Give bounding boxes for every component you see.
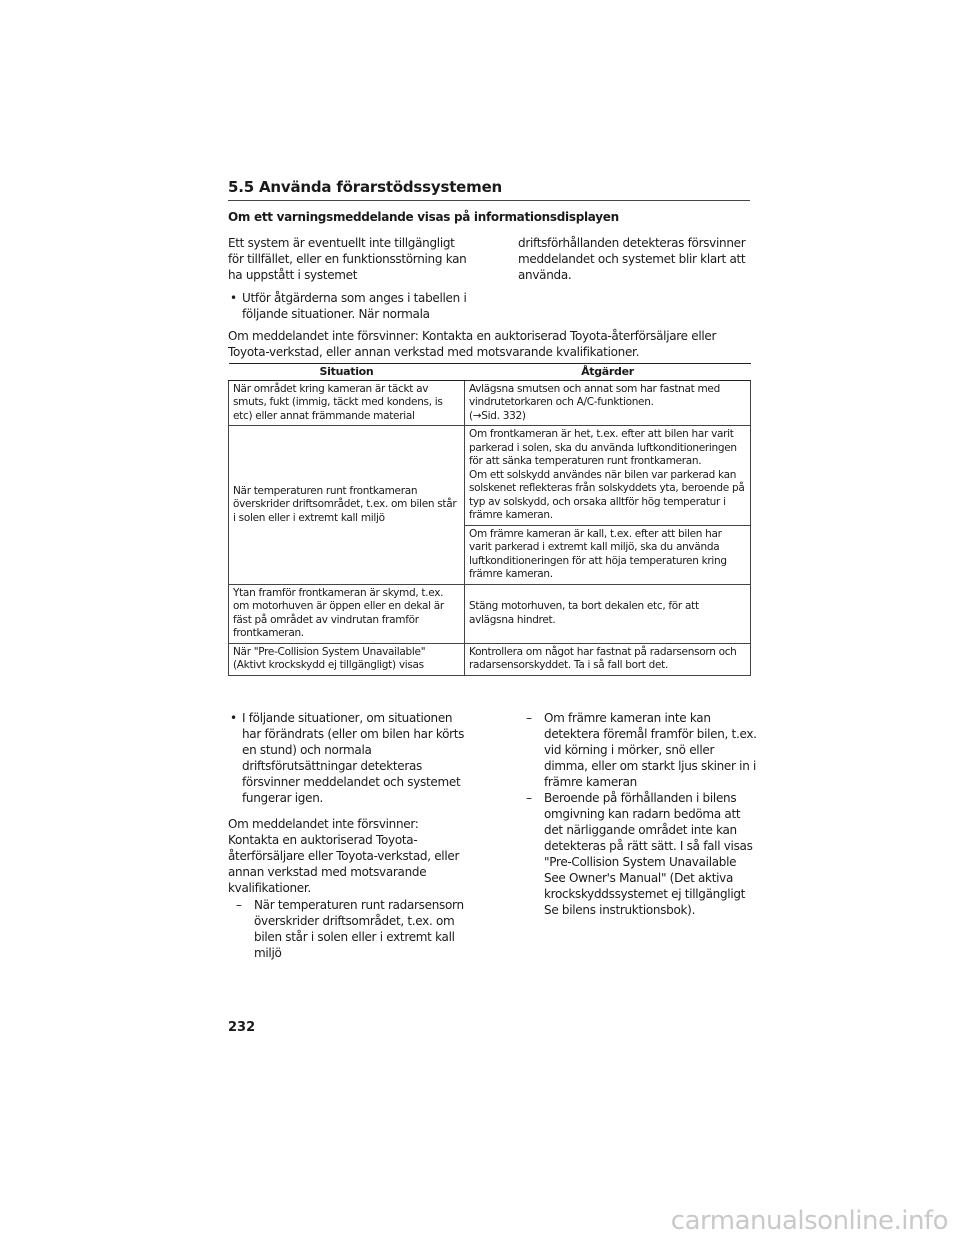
action-cell: Om främre kameran är kall, t.ex. efter att bilen har varit parkerad i extremt kall miljö, ska du använda luftkonditioneringen för att höja temperaturen kring främre kameran. — [465, 525, 751, 584]
header-situation: Situation — [229, 364, 465, 381]
page-number: 232 — [228, 1020, 256, 1035]
subheading: Om ett varningsmeddelande visas på informationsdisplayen — [228, 210, 619, 224]
action-text: Avlägsna smutsen och annat som har fastnat med vindrutetorkaren och A/C-funktionen. — [469, 382, 720, 408]
page-reference: (→Sid. 332) — [469, 409, 526, 422]
intro-right-column — [518, 235, 750, 290]
situation-cell: Ytan framför frontkameran är skymd, t.ex. om motorhuven är öppen eller en dekal är fäst på området av vindrutan framför frontkameran. — [229, 584, 465, 643]
lower-bullet: • I följande situationer, om situationen har förändrats (eller om bilen har körts en stund) och normala driftsförutsättningar detekteras försvinner meddelandet och systemet fungerar igen. — [228, 710, 468, 806]
intro-right-paragraph: driftsförhållanden detekteras försvinner meddelandet och systemet blir klart att använda. — [518, 236, 746, 282]
situation-cell: När "Pre-Collision System Unavailable" (Aktivt krockskydd ej tillgängligt) visas — [229, 643, 465, 675]
intro-left-column — [228, 235, 468, 329]
situation-cell: När temperaturen runt frontkameran överskrider driftsområdet, t.ex. om bilen står i solen eller i extremt kall miljö — [229, 426, 465, 585]
table-row — [229, 380, 751, 426]
lower-dash-item: – Om främre kameran inte kan detektera föremål framför bilen, t.ex. vid körning i mörker, snö eller dimma, eller om starkt ljus skiner in i främre kameran — [518, 710, 758, 790]
lower-dash-item: – Beroende på förhållanden i bilens omgivning kan radarn bedöma att det närliggande området inte kan detekteras på rätt sätt. I så fall visas "Pre-Collision System Unavailable See Owner's Manual" (Det aktiva krockskyddssystemet ej tillgängligt Se bilens instruktionsbok). — [518, 790, 758, 918]
lower-dash-item: – När temperaturen runt radarsensorn överskrider driftsområdet, t.ex. om bilen står i solen eller i extremt kall miljö — [228, 897, 468, 961]
contact-paragraph: Om meddelandet inte försvinner: Kontakta en auktoriserad Toyota-återförsäljare eller Toyota-verkstad, eller annan verkstad med motsvarande kvalifikationer. — [228, 329, 717, 359]
table-row — [229, 643, 751, 675]
lower-right-column — [518, 710, 758, 925]
action-cell: Stäng motorhuven, ta bort dekalen etc, för att avlägsna hindret. — [465, 584, 751, 643]
action-cell: Kontrollera om något har fastnat på radarsensorn och radarsensorskyddet. Ta i så fall bort det. — [465, 643, 751, 675]
intro-left-paragraph: Ett system är eventuellt inte tillgängligt för tillfället, eller en funktionsstörning kan ha uppstått i systemet — [228, 236, 467, 282]
section-header: 5.5 Använda förarstödssystemen — [228, 178, 750, 201]
situation-cell: När området kring kameran är täckt av smuts, fukt (immig, täckt med kondens, is etc) eller annat främmande material — [229, 380, 465, 426]
lower-contact-paragraph: Om meddelandet inte försvinner: Kontakta en auktoriserad Toyota-återförsäljare eller Toyota-verkstad, eller annan verkstad med motsvarande kvalifikationer. — [228, 817, 460, 895]
watermark: carmanualsonline.info — [670, 1206, 948, 1236]
table-header-row — [229, 364, 751, 381]
action-text: Om ett solskydd användes när bilen var parkerad kan solskenet reflekteras från solskyddets yta, beroende på typ av solskydd, och orsaka alltför hög temperatur i främre kameran. — [469, 468, 745, 521]
action-text: Om frontkameran är het, t.ex. efter att bilen har varit parkerad i solen, ska du använda luftkonditioneringen för att sänka temperaturen runt frontkameran. — [469, 428, 737, 467]
table-row — [229, 584, 751, 643]
lower-left-column — [228, 710, 468, 968]
action-cell — [465, 426, 751, 526]
intro-bullet: • Utför åtgärderna som anges i tabellen i följande situationer. När normala — [228, 290, 468, 322]
action-cell — [465, 380, 751, 426]
header-actions: Åtgärder — [465, 364, 751, 381]
situation-table — [228, 363, 751, 676]
table-row — [229, 426, 751, 526]
